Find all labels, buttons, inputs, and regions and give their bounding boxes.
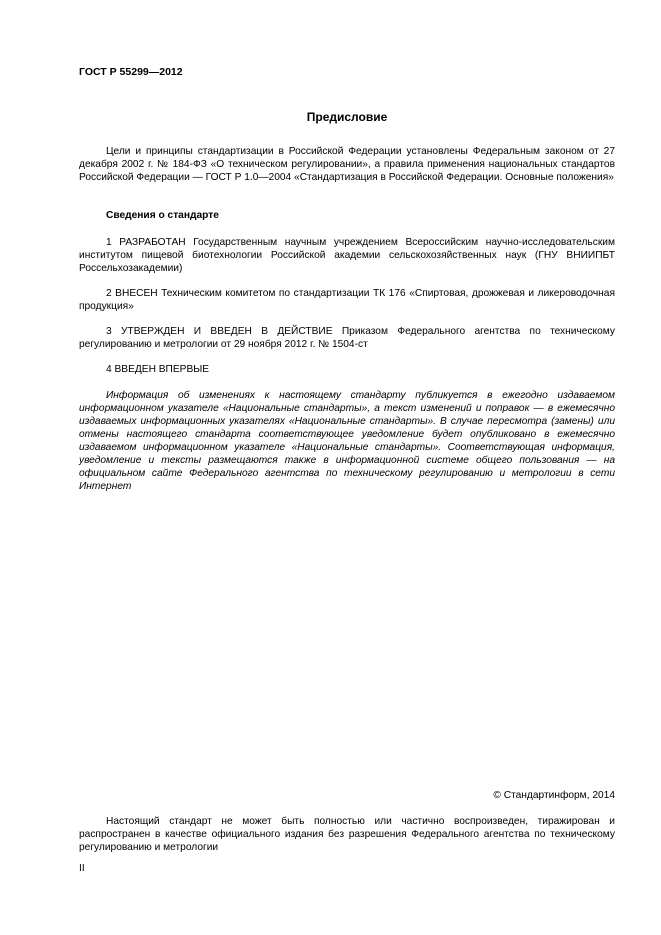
item-approved: 3 УТВЕРЖДЕН И ВВЕДЕН В ДЕЙСТВИЕ Приказом Федерального агентства по техническому регулированию и метрологии от 29 ноября 2012 г. № 1504-ст [79, 326, 615, 350]
item-developed: 1 РАЗРАБОТАН Государственным научным учреждением Всероссийским научно-исследовательским институтом пищевой биотехнологии Российской академии сельскохозяйственных наук (ГНУ ВНИИПБТ Россельхозакадемии) [79, 237, 615, 274]
item-submitted: 2 ВНЕСЕН Техническим комитетом по стандартизации ТК 176 «Спиртовая, дрожжевая и ликероводочная продукция» [79, 288, 615, 312]
copyright-line: © Стандартинформ, 2014 [493, 790, 615, 801]
intro-paragraph: Цели и принципы стандартизации в Российской Федерации установлены Федеральным законом от 27 декабря 2002 г. № 184-ФЗ «О техническом регулировании», а правила применения национальных стандартов Российской Федерации — ГОСТ Р 1.0—2004 «Стандартизация в Российской Федерации. Основные положения» [79, 146, 615, 183]
page-number: II [79, 863, 85, 874]
page-title: Предисловие [306, 110, 388, 124]
document-code: ГОСТ Р 55299—2012 [79, 66, 183, 78]
item-first-introduced: 4 ВВЕДЕН ВПЕРВЫЕ [106, 364, 210, 375]
reproduction-notice: Настоящий стандарт не может быть полностью или частично воспроизведен, тиражирован и распространен в качестве официального издания без разрешения Федерального агентства по техническому регулированию и метрологии [79, 816, 615, 853]
section-heading: Сведения о стандарте [106, 210, 219, 221]
info-notice: Информация об изменениях к настоящему стандарту публикуется в ежегодно издаваемом информационном указателе «Национальные стандарты», а текст изменений и поправок — в ежемесячно издаваемых информационных указателях «Национальные стандарты». В случае пересмотра (замены) или отмены настоящего стандарта соответствующее уведомление будет опубликовано в ежемесячно издаваемом информационном указателе «Национальные стандарты». Соответствующая информация, уведомление и тексты размещаются также в информационной системе общего пользования — на официальном сайте Федерального агентства по техническому регулированию и метрологии в сети Интернет [79, 390, 615, 492]
